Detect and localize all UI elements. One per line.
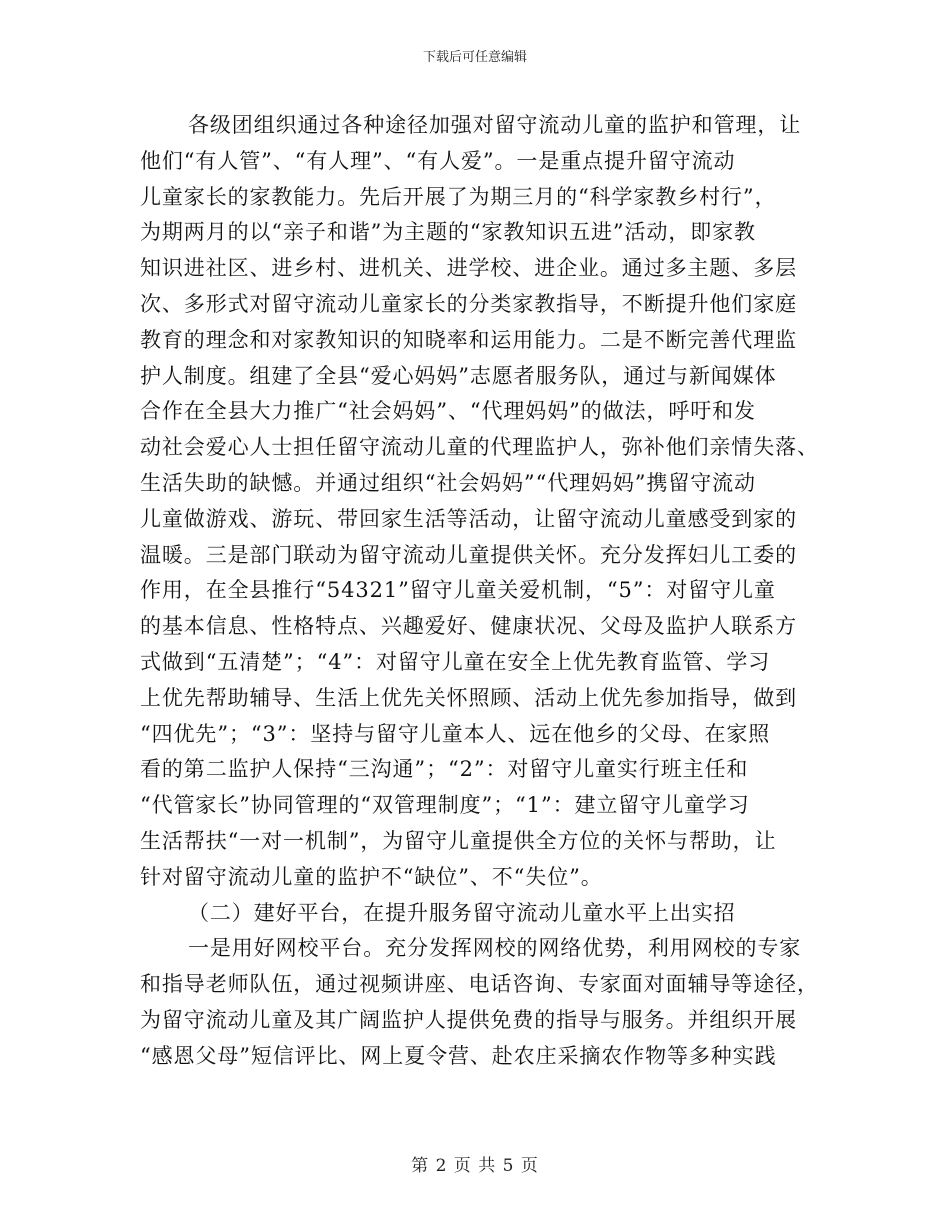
text-line: 为留守流动儿童及其广阔监护人提供免费的指导与服务。并组织开展 [140, 1007, 797, 1032]
paragraph-1 [140, 108, 819, 896]
text-line: 上优先帮助辅导、生活上优先关怀照顾、活动上优先参加指导，做到 [140, 685, 797, 710]
text-line: 儿童做游戏、游玩、带回家生活等活动，让留守流动儿童感受到家的 [140, 506, 797, 531]
text-line: 儿童家长的家教能力。先后开展了为期三月的“科学家教乡村行”， [140, 184, 777, 209]
text-line: 看的第二监护人保持“三沟通”；“2”：对留守儿童实行班主任和 [140, 757, 749, 782]
text-line: 动社会爱心人士担任留守流动儿童的代理监护人，弥补他们亲情失落、 [140, 435, 819, 460]
text-line: 次、多形式对留守流动儿童家长的分类家教指导，不断提升他们家庭 [140, 291, 797, 316]
text-line: 作用，在全县推行“54321”留守儿童关爱机制，“5”：对留守儿童 [140, 578, 776, 603]
text-line: 为期两月的以“亲子和谐”为主题的“家教知识五进”活动，即家教 [140, 220, 756, 245]
text-line: 和指导老师队伍，通过视频讲座、电话咨询、专家面对面辅导等途径， [140, 972, 819, 997]
text-line: 知识进社区、进乡村、进机关、进学校、进企业。通过多主题、多层 [140, 256, 797, 281]
text-line: 生活失助的缺憾。并通过组织“社会妈妈”“代理妈妈”携留守流动 [140, 470, 756, 495]
text-line: 他们“有人管”、“有人理”、“有人爱”。一是重点提升留守流动 [140, 148, 736, 173]
text-line: “四优先”；“3”：坚持与留守儿童本人、远在他乡的父母、在家照 [140, 721, 771, 746]
text-line: 生活帮扶“一对一机制”，为留守儿童提供全方位的关怀与帮助，让 [140, 828, 777, 853]
paragraph-2 [140, 931, 819, 1074]
text-line: “代管家长”协同管理的“双管理制度”；“1”：建立留守儿童学习 [140, 793, 750, 818]
text-line: 教育的理念和对家教知识的知晓率和运用能力。二是不断完善代理监 [140, 327, 797, 352]
text-line: 温暖。三是部门联动为留守流动儿童提供关怀。充分发挥妇儿工委的 [140, 542, 797, 567]
text-line: 合作在全县大力推广“社会妈妈”、“代理妈妈”的做法，呼吁和发 [140, 399, 756, 424]
text-line: 护人制度。组建了全县“爱心妈妈”志愿者服务队，通过与新闻媒体 [140, 363, 777, 388]
section-heading [140, 896, 805, 932]
page-header: 下载后可任意编辑 [422, 50, 527, 65]
text-line: “感恩父母”短信评比、网上夏令营、赴农庄采摘农作物等多种实践 [140, 1043, 777, 1068]
text-line: 各级团组织通过各种途径加强对留守流动儿童的监护和管理，让 [188, 113, 802, 137]
text-line: 的基本信息、性格特点、兴趣爱好、健康状况、父母及监护人联系方 [140, 614, 797, 639]
text-line: 一是用好网校平台。充分发挥网校的网络优势，利用网校的专家 [188, 936, 802, 961]
text-line: 式做到“五清楚”；“4”：对留守儿童在安全上优先教育监管、学习 [140, 649, 771, 674]
heading-line: （二）建好平台，在提升服务留守流动儿童水平上出实招 [188, 900, 736, 925]
document-body [140, 108, 819, 1075]
text-line: 针对留守流动儿童的监护不“缺位”、不“失位”。 [140, 864, 603, 889]
page-number-footer: 第 2 页 共 5 页 [411, 1156, 539, 1176]
